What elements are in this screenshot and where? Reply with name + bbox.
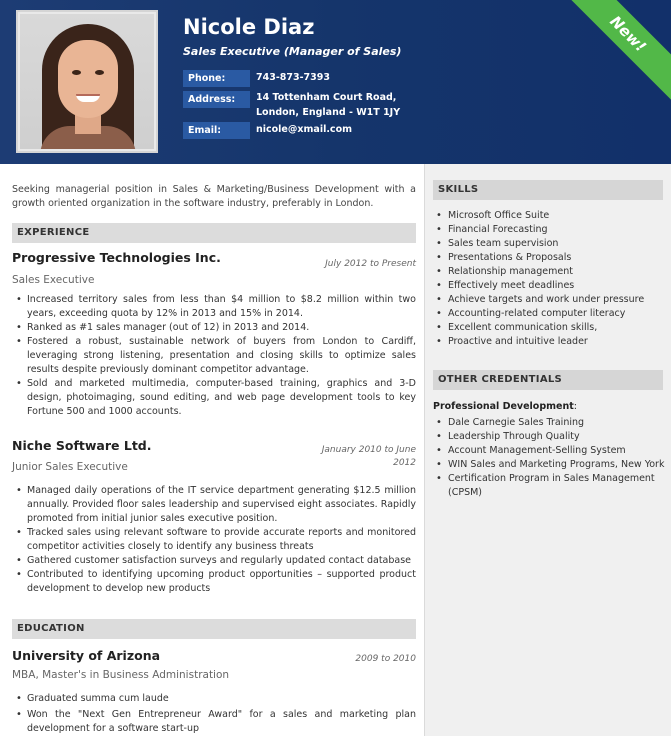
job-company: Niche Software Ltd. (12, 438, 152, 453)
school-name: University of Arizona (12, 648, 161, 663)
job-dates: January 2010 to June 2012 (321, 445, 416, 468)
job-dates: July 2012 to Present (325, 259, 416, 269)
list-item: • Relationship management (433, 265, 669, 279)
list-item: • Excellent communication skills, (433, 321, 669, 335)
job-position: Sales Executive (12, 274, 95, 286)
list-item: • Gathered customer satisfaction surveys and regularly updated contact database (12, 554, 416, 568)
resume-header (0, 0, 671, 164)
address-line-2: London, England - W1T 1JY (256, 107, 401, 118)
list-item: • Won the "Next Gen Entrepreneur Award" for a sales and marketing plan development for a software start-up (12, 708, 416, 736)
list-item: • Graduated summa cum laude (12, 692, 416, 706)
list-item: • Ranked as #1 sales manager (out of 12) in 2013 and 2014. (12, 321, 416, 335)
list-item: • Account Management-Selling System (433, 444, 669, 458)
list-item: • Microsoft Office Suite (433, 209, 669, 223)
job-bullets (12, 293, 416, 419)
job-bullets (12, 484, 416, 596)
list-item: • Dale Carnegie Sales Training (433, 416, 669, 430)
candidate-name: Nicole Diaz (183, 15, 315, 39)
list-item: • Financial Forecasting (433, 223, 669, 237)
job-position: Junior Sales Executive (12, 461, 128, 473)
phone-value: 743-873-7393 (256, 72, 330, 83)
list-item: • Leadership Through Quality (433, 430, 669, 444)
sidebar (424, 164, 671, 736)
phone-label: Phone: (183, 70, 250, 87)
profile-photo (20, 14, 154, 149)
list-item: • Contributed to identifying upcoming product opportunities – supported product development to develop new products (12, 568, 416, 596)
list-item: • Managed daily operations of the IT service department generating $12.5 million annually. Provided floor sales leadership and supervised eight associates. Rapidly promoted from initial junior sales executive position. (12, 484, 416, 526)
list-item: • Certification Program in Sales Management (CPSM) (433, 472, 669, 500)
degree-name: MBA, Master's in Business Administration (12, 669, 230, 681)
experience-heading: EXPERIENCE (12, 223, 416, 243)
list-item: • Tracked sales using relevant software to provide accurate reports and monitored competitor activities closely to identify any business threats (12, 526, 416, 554)
email-value[interactable]: nicole@xmail.com (256, 124, 352, 135)
list-item: • Presentations & Proposals (433, 251, 669, 265)
new-ribbon-badge: New! (557, 0, 671, 105)
skills-heading: SKILLS (433, 180, 663, 200)
candidate-role: Sales Executive (Manager of Sales) (183, 45, 402, 58)
list-item: • Accounting-related computer literacy (433, 307, 669, 321)
education-heading: EDUCATION (12, 619, 416, 639)
address-label: Address: (183, 91, 250, 108)
profile-photo-frame (16, 10, 158, 153)
list-item: • Sales team supervision (433, 237, 669, 251)
job-company: Progressive Technologies Inc. (12, 250, 221, 265)
skills-list (433, 209, 669, 349)
professional-development-label: Professional Development: (433, 401, 577, 412)
email-label: Email: (183, 122, 250, 139)
list-item: • Fostered a robust, sustainable network of buyers from London to Cardiff, leveraging strong listening, presentation and closing skills to optimize sales results despite previously dominant competitor advantage. (12, 335, 416, 377)
list-item: • Increased territory sales from less than $4 million to $8.2 million within two years, exceeding quota by 12% in 2013 and 15% in 2014. (12, 293, 416, 321)
education-bullets (12, 692, 416, 736)
list-item: • Achieve targets and work under pressure (433, 293, 669, 307)
list-item: • WIN Sales and Marketing Programs, New York (433, 458, 669, 472)
list-item: • Effectively meet deadlines (433, 279, 669, 293)
credentials-list (433, 416, 669, 500)
address-line-1: 14 Tottenham Court Road, (256, 92, 397, 103)
credentials-heading: OTHER CREDENTIALS (433, 370, 663, 390)
objective-text: Seeking managerial position in Sales & Marketing/Business Development with a growth oriented organization in the software industry, preferably in London. (12, 184, 416, 209)
list-item: • Proactive and intuitive leader (433, 335, 669, 349)
list-item: • Sold and marketed multimedia, computer-based training, graphics and 3-D design, photoimaging, sound editing, and web page development tools to key Fortune 500 and 1000 accounts. (12, 377, 416, 419)
education-dates: 2009 to 2010 (355, 654, 416, 664)
